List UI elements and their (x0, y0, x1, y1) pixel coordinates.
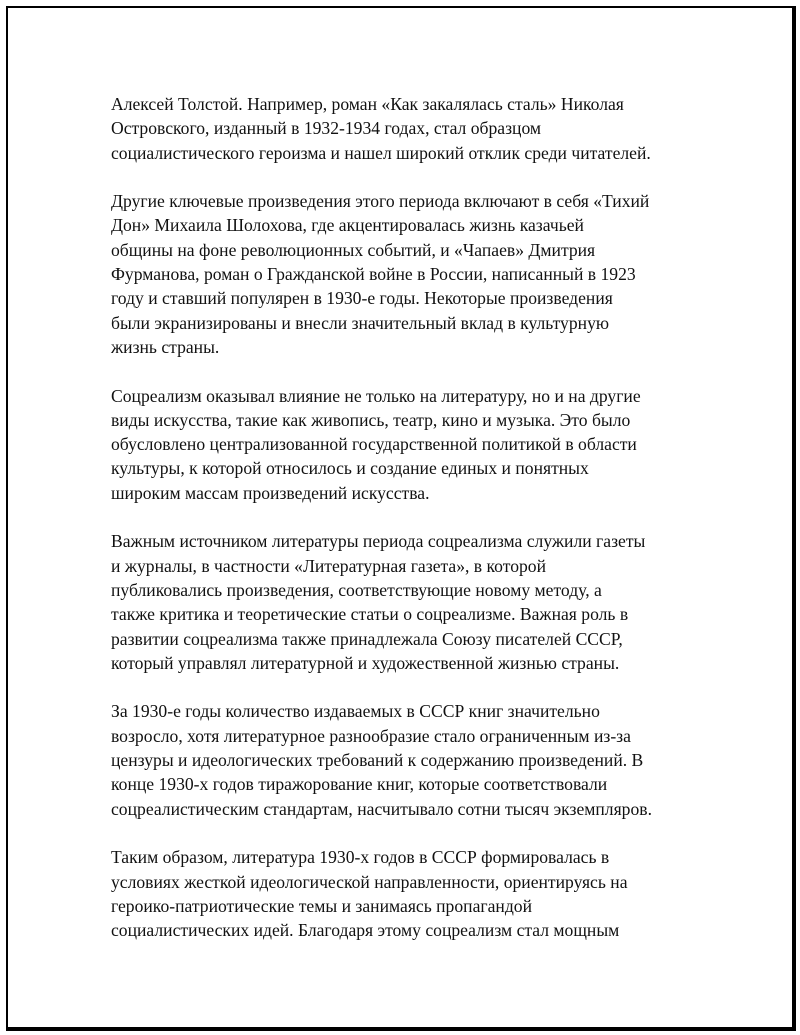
text-line: развитии соцреализма также принадлежала Союзу писателей СССР, (111, 628, 623, 649)
text-line: Островского, изданный в 1932-1934 годах, стал образцом (111, 118, 542, 139)
text-line: широким массам произведений искусства. (111, 482, 430, 503)
document-body (111, 92, 697, 967)
text-line: Таким образом, литература 1930-х годов в СССР формировалась в (111, 847, 610, 868)
text-line: жизнь страны. (111, 336, 220, 357)
text-line: публиковались произведения, соответствующие новому методу, а (111, 579, 602, 600)
paragraph-4 (111, 529, 697, 675)
paragraph-6 (111, 845, 697, 942)
text-line: Дон» Михаила Шолохова, где акцентировалась жизнь казачьей (111, 215, 584, 236)
text-line: Фурманова, роман о Гражданской войне в России, написанный в 1923 (111, 264, 636, 285)
text-line: виды искусства, такие как живопись, театр, кино и музыка. Это было (111, 409, 631, 430)
text-line: обусловлено централизованной государственной политикой в области (111, 434, 637, 455)
paragraph-2 (111, 189, 697, 359)
text-line: Другие ключевые произведения этого периода включают в себя «Тихий (111, 191, 650, 212)
text-line: Алексей Толстой. Например, роман «Как закалялась сталь» Николая (111, 94, 624, 114)
text-line: и журналы, в частности «Литературная газета», в которой (111, 555, 546, 576)
text-line: культуры, к которой относилось и создание единых и понятных (111, 458, 589, 479)
text-line: социалистических идей. Благодаря этому соцреализм стал мощным (111, 920, 620, 941)
text-line: общины на фоне революционных событий, и «Чапаев» Дмитрия (111, 239, 596, 260)
text-line: условиях жесткой идеологической направленности, ориентируясь на (111, 871, 628, 892)
paragraph-5 (111, 699, 697, 820)
paragraph-3 (111, 384, 697, 505)
text-line: героико-патриотические темы и занимаясь пропагандой (111, 895, 532, 916)
text-line: конце 1930-х годов тиражорование книг, которые соответствовали (111, 774, 608, 795)
text-line: возросло, хотя литературное разнообразие стало ограниченным из-за (111, 725, 631, 746)
text-line: соцреалистическим стандартам, насчитывало сотни тысяч экземпляров. (111, 798, 652, 819)
text-line: были экранизированы и внесли значительный вклад в культурную (111, 312, 610, 333)
paragraph-1 (111, 92, 697, 165)
text-line: социалистического героизма и нашел широкий отклик среди читателей. (111, 142, 651, 163)
text-line: который управлял литературной и художественной жизнью страны. (111, 652, 620, 673)
text-line: За 1930-е годы количество издаваемых в СССР книг значительно (111, 701, 600, 722)
text-line: году и ставший популярен в 1930-е годы. Некоторые произведения (111, 288, 613, 309)
text-line: цензуры и идеологических требований к содержанию произведений. В (111, 750, 644, 771)
text-line: также критика и теоретические статьи о соцреализме. Важная роль в (111, 604, 629, 625)
text-line: Важным источником литературы периода соцреализма служили газеты (111, 531, 646, 552)
text-line: Соцреализм оказывал влияние не только на литературу, но и на другие (111, 385, 641, 406)
